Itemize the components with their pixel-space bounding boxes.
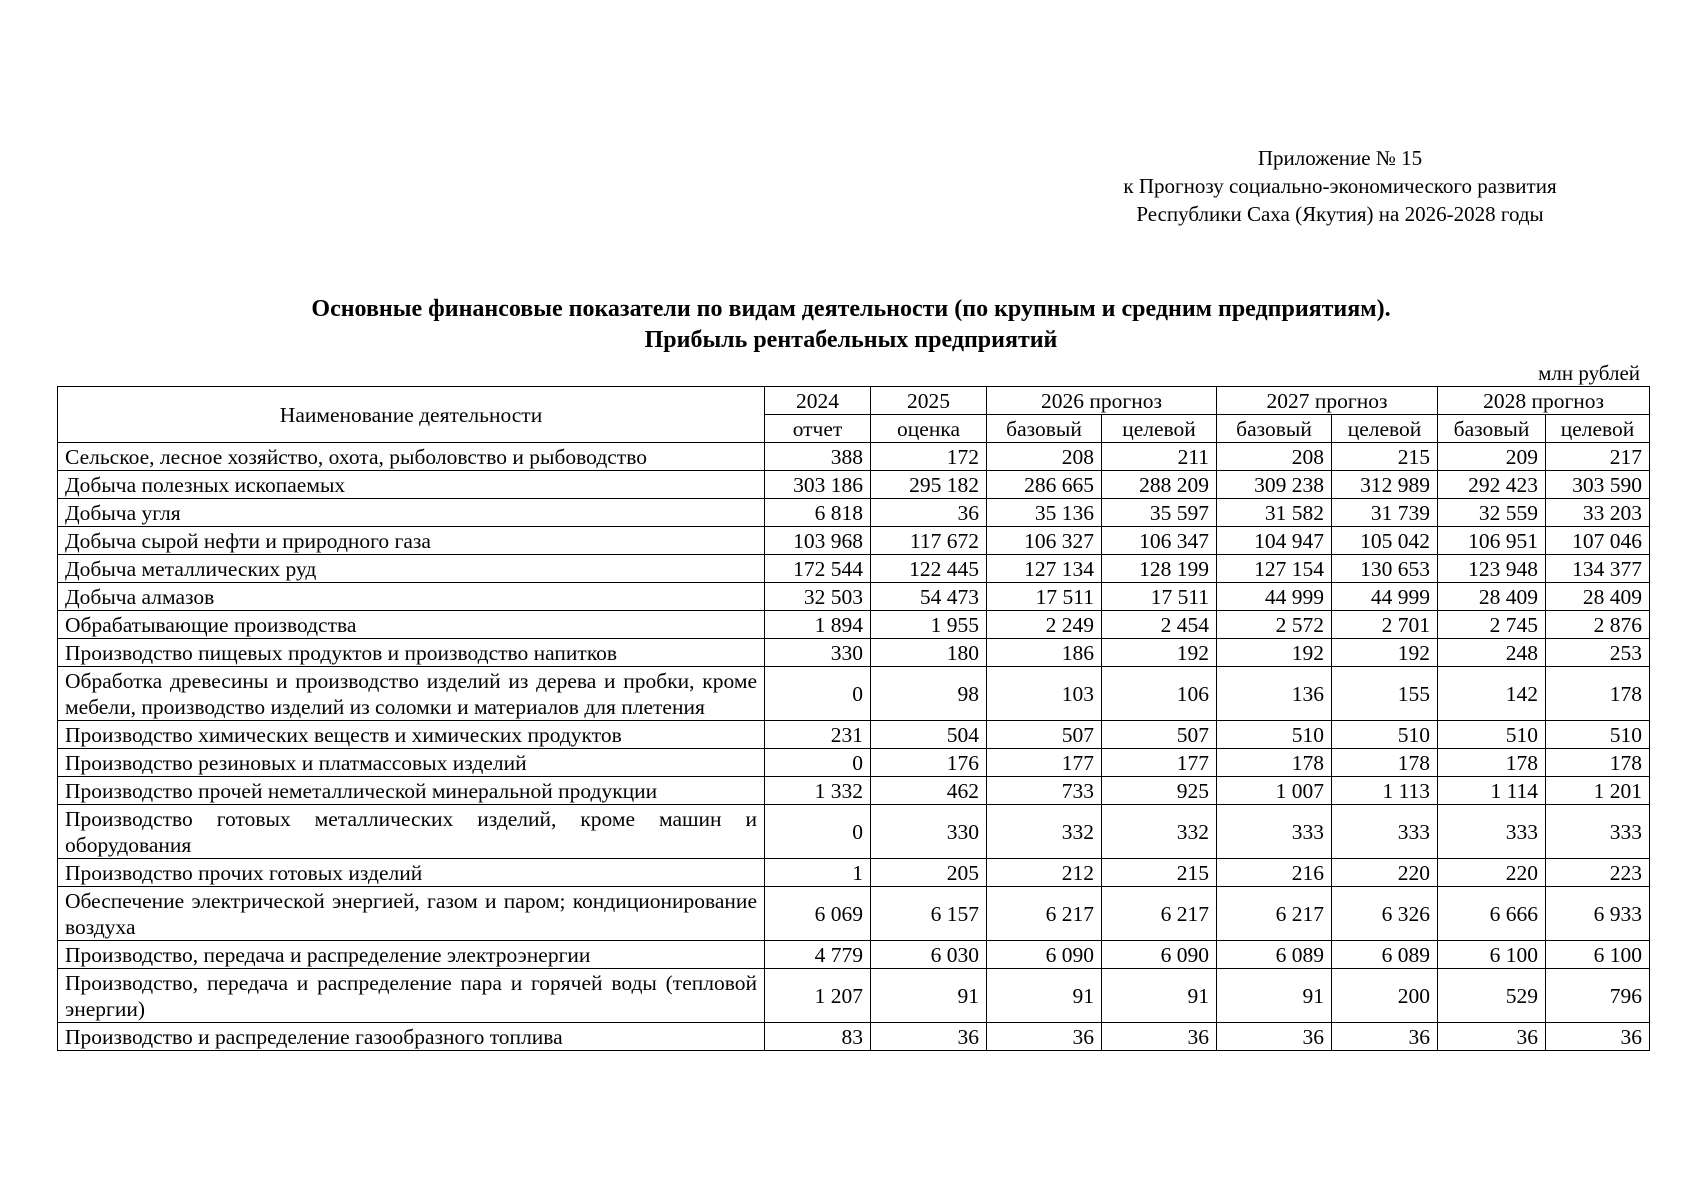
activity-name-cell: Производство, передача и распределение электроэнергии bbox=[58, 941, 765, 969]
value-cell-2027-target: 105 042 bbox=[1332, 527, 1438, 555]
value-cell-2024-report: 4 779 bbox=[765, 941, 871, 969]
value-cell-2026-base: 36 bbox=[987, 1023, 1102, 1051]
value-cell-2027-target: 155 bbox=[1332, 667, 1438, 721]
activity-name-cell: Производство, передача и распределение пара и горячей воды (тепловой энергии) bbox=[58, 969, 765, 1023]
value-cell-2026-target: 35 597 bbox=[1102, 499, 1217, 527]
document-title bbox=[57, 294, 1645, 356]
table-row bbox=[58, 611, 1650, 639]
appendix-number: Приложение № 15 bbox=[1257, 146, 1423, 170]
header-2026-base: базовый bbox=[987, 415, 1102, 443]
activity-name-cell: Производство химических веществ и химических продуктов bbox=[58, 721, 765, 749]
value-cell-2025-estimate: 6 030 bbox=[871, 941, 987, 969]
activity-name-cell: Добыча сырой нефти и природного газа bbox=[58, 527, 765, 555]
activity-name-cell: Сельское, лесное хозяйство, охота, рыболовство и рыбоводство bbox=[58, 443, 765, 471]
value-cell-2024-report: 1 207 bbox=[765, 969, 871, 1023]
value-cell-2024-report: 6 069 bbox=[765, 887, 871, 941]
value-cell-2027-base: 136 bbox=[1217, 667, 1332, 721]
value-cell-2026-base: 35 136 bbox=[987, 499, 1102, 527]
value-cell-2027-target: 6 326 bbox=[1332, 887, 1438, 941]
value-cell-2026-target: 106 347 bbox=[1102, 527, 1217, 555]
value-cell-2027-base: 208 bbox=[1217, 443, 1332, 471]
value-cell-2028-base: 248 bbox=[1438, 639, 1546, 667]
value-cell-2024-report: 6 818 bbox=[765, 499, 871, 527]
value-cell-2027-base: 178 bbox=[1217, 749, 1332, 777]
value-cell-2025-estimate: 295 182 bbox=[871, 471, 987, 499]
value-cell-2026-base: 212 bbox=[987, 859, 1102, 887]
header-2027-base: базовый bbox=[1217, 415, 1332, 443]
value-cell-2024-report: 0 bbox=[765, 667, 871, 721]
appendix-region: Республики Саха (Якутия) на 2026-2028 годы bbox=[1136, 202, 1544, 226]
financial-table bbox=[57, 386, 1650, 1051]
header-2025-estimate: оценка bbox=[871, 415, 987, 443]
activity-name-cell: Производство готовых металлических изделий, кроме машин и оборудования bbox=[58, 805, 765, 859]
value-cell-2026-target: 288 209 bbox=[1102, 471, 1217, 499]
value-cell-2026-target: 332 bbox=[1102, 805, 1217, 859]
value-cell-2028-base: 2 745 bbox=[1438, 611, 1546, 639]
table-row bbox=[58, 749, 1650, 777]
value-cell-2026-base: 177 bbox=[987, 749, 1102, 777]
value-cell-2028-target: 28 409 bbox=[1546, 583, 1650, 611]
value-cell-2026-target: 17 511 bbox=[1102, 583, 1217, 611]
value-cell-2028-target: 36 bbox=[1546, 1023, 1650, 1051]
value-cell-2025-estimate: 172 bbox=[871, 443, 987, 471]
value-cell-2026-base: 208 bbox=[987, 443, 1102, 471]
activity-name-cell: Производство пищевых продуктов и производство напитков bbox=[58, 639, 765, 667]
value-cell-2028-base: 142 bbox=[1438, 667, 1546, 721]
value-cell-2025-estimate: 36 bbox=[871, 1023, 987, 1051]
value-cell-2024-report: 1 894 bbox=[765, 611, 871, 639]
value-cell-2027-base: 2 572 bbox=[1217, 611, 1332, 639]
value-cell-2026-target: 215 bbox=[1102, 859, 1217, 887]
table-row bbox=[58, 777, 1650, 805]
table-row bbox=[58, 805, 1650, 859]
value-cell-2028-base: 178 bbox=[1438, 749, 1546, 777]
value-cell-2028-base: 6 666 bbox=[1438, 887, 1546, 941]
value-cell-2027-target: 215 bbox=[1332, 443, 1438, 471]
table-row bbox=[58, 471, 1650, 499]
header-2024-report: отчет bbox=[765, 415, 871, 443]
activity-name-cell: Обрабатывающие производства bbox=[58, 611, 765, 639]
activity-name-cell: Обработка древесины и производство изделий из дерева и пробки, кроме мебели, производство изделий из соломки и материалов для плетения bbox=[58, 667, 765, 721]
value-cell-2027-base: 192 bbox=[1217, 639, 1332, 667]
value-cell-2026-target: 91 bbox=[1102, 969, 1217, 1023]
value-cell-2027-target: 192 bbox=[1332, 639, 1438, 667]
value-cell-2027-base: 36 bbox=[1217, 1023, 1332, 1051]
value-cell-2024-report: 0 bbox=[765, 805, 871, 859]
value-cell-2028-base: 510 bbox=[1438, 721, 1546, 749]
value-cell-2024-report: 231 bbox=[765, 721, 871, 749]
value-cell-2026-base: 186 bbox=[987, 639, 1102, 667]
value-cell-2027-target: 333 bbox=[1332, 805, 1438, 859]
value-cell-2026-base: 332 bbox=[987, 805, 1102, 859]
value-cell-2025-estimate: 54 473 bbox=[871, 583, 987, 611]
value-cell-2027-target: 36 bbox=[1332, 1023, 1438, 1051]
table-row bbox=[58, 969, 1650, 1023]
value-cell-2026-base: 6 090 bbox=[987, 941, 1102, 969]
value-cell-2024-report: 1 332 bbox=[765, 777, 871, 805]
value-cell-2025-estimate: 330 bbox=[871, 805, 987, 859]
value-cell-2027-base: 127 154 bbox=[1217, 555, 1332, 583]
value-cell-2028-base: 1 114 bbox=[1438, 777, 1546, 805]
value-cell-2027-target: 220 bbox=[1332, 859, 1438, 887]
header-activity-name: Наименование деятельности bbox=[58, 387, 765, 443]
title-line-1: Основные финансовые показатели по видам деятельности (по крупным и средним предприятиям). bbox=[311, 296, 1391, 322]
value-cell-2028-target: 6 100 bbox=[1546, 941, 1650, 969]
value-cell-2024-report: 83 bbox=[765, 1023, 871, 1051]
header-2027-target: целевой bbox=[1332, 415, 1438, 443]
table-row bbox=[58, 721, 1650, 749]
value-cell-2026-base: 2 249 bbox=[987, 611, 1102, 639]
table-row bbox=[58, 499, 1650, 527]
value-cell-2028-target: 303 590 bbox=[1546, 471, 1650, 499]
value-cell-2026-target: 925 bbox=[1102, 777, 1217, 805]
value-cell-2028-base: 333 bbox=[1438, 805, 1546, 859]
value-cell-2027-base: 1 007 bbox=[1217, 777, 1332, 805]
activity-name-cell: Добыча металлических руд bbox=[58, 555, 765, 583]
value-cell-2026-target: 177 bbox=[1102, 749, 1217, 777]
value-cell-2026-base: 127 134 bbox=[987, 555, 1102, 583]
value-cell-2026-base: 17 511 bbox=[987, 583, 1102, 611]
value-cell-2026-target: 192 bbox=[1102, 639, 1217, 667]
value-cell-2027-target: 178 bbox=[1332, 749, 1438, 777]
value-cell-2026-target: 6 090 bbox=[1102, 941, 1217, 969]
table-row bbox=[58, 443, 1650, 471]
value-cell-2025-estimate: 205 bbox=[871, 859, 987, 887]
value-cell-2028-base: 106 951 bbox=[1438, 527, 1546, 555]
value-cell-2025-estimate: 122 445 bbox=[871, 555, 987, 583]
header-2025: 2025 bbox=[871, 387, 987, 415]
header-2027: 2027 прогноз bbox=[1217, 387, 1438, 415]
value-cell-2028-target: 178 bbox=[1546, 667, 1650, 721]
value-cell-2026-target: 211 bbox=[1102, 443, 1217, 471]
value-cell-2024-report: 388 bbox=[765, 443, 871, 471]
value-cell-2027-target: 44 999 bbox=[1332, 583, 1438, 611]
value-cell-2027-base: 91 bbox=[1217, 969, 1332, 1023]
header-2026-target: целевой bbox=[1102, 415, 1217, 443]
title-line-2: Прибыль рентабельных предприятий bbox=[644, 327, 1058, 353]
table-row bbox=[58, 1023, 1650, 1051]
value-cell-2028-base: 123 948 bbox=[1438, 555, 1546, 583]
value-cell-2025-estimate: 36 bbox=[871, 499, 987, 527]
value-cell-2026-base: 507 bbox=[987, 721, 1102, 749]
value-cell-2027-base: 216 bbox=[1217, 859, 1332, 887]
value-cell-2027-base: 104 947 bbox=[1217, 527, 1332, 555]
header-2028-base: базовый bbox=[1438, 415, 1546, 443]
value-cell-2025-estimate: 1 955 bbox=[871, 611, 987, 639]
value-cell-2028-target: 217 bbox=[1546, 443, 1650, 471]
appendix-reference: к Прогнозу социально-экономического развития bbox=[1123, 174, 1557, 198]
value-cell-2027-target: 1 113 bbox=[1332, 777, 1438, 805]
value-cell-2025-estimate: 117 672 bbox=[871, 527, 987, 555]
value-cell-2026-target: 128 199 bbox=[1102, 555, 1217, 583]
activity-name-cell: Добыча угля bbox=[58, 499, 765, 527]
value-cell-2024-report: 32 503 bbox=[765, 583, 871, 611]
value-cell-2026-target: 507 bbox=[1102, 721, 1217, 749]
value-cell-2027-base: 510 bbox=[1217, 721, 1332, 749]
value-cell-2024-report: 172 544 bbox=[765, 555, 871, 583]
header-2026: 2026 прогноз bbox=[987, 387, 1217, 415]
value-cell-2027-target: 200 bbox=[1332, 969, 1438, 1023]
value-cell-2026-base: 733 bbox=[987, 777, 1102, 805]
value-cell-2027-target: 130 653 bbox=[1332, 555, 1438, 583]
value-cell-2026-base: 6 217 bbox=[987, 887, 1102, 941]
table-body bbox=[58, 443, 1650, 1051]
table-row bbox=[58, 859, 1650, 887]
value-cell-2024-report: 0 bbox=[765, 749, 871, 777]
appendix-header bbox=[1040, 144, 1640, 228]
value-cell-2025-estimate: 462 bbox=[871, 777, 987, 805]
value-cell-2028-base: 220 bbox=[1438, 859, 1546, 887]
value-cell-2028-target: 107 046 bbox=[1546, 527, 1650, 555]
value-cell-2028-base: 292 423 bbox=[1438, 471, 1546, 499]
value-cell-2026-base: 106 327 bbox=[987, 527, 1102, 555]
value-cell-2025-estimate: 6 157 bbox=[871, 887, 987, 941]
value-cell-2026-target: 2 454 bbox=[1102, 611, 1217, 639]
value-cell-2028-target: 510 bbox=[1546, 721, 1650, 749]
value-cell-2025-estimate: 504 bbox=[871, 721, 987, 749]
activity-name-cell: Производство прочих готовых изделий bbox=[58, 859, 765, 887]
value-cell-2024-report: 1 bbox=[765, 859, 871, 887]
value-cell-2025-estimate: 91 bbox=[871, 969, 987, 1023]
header-2028-target: целевой bbox=[1546, 415, 1650, 443]
value-cell-2027-base: 333 bbox=[1217, 805, 1332, 859]
value-cell-2028-target: 253 bbox=[1546, 639, 1650, 667]
table-row bbox=[58, 941, 1650, 969]
value-cell-2027-base: 6 089 bbox=[1217, 941, 1332, 969]
value-cell-2028-base: 209 bbox=[1438, 443, 1546, 471]
units-label: млн рублей bbox=[1538, 361, 1640, 385]
value-cell-2027-base: 309 238 bbox=[1217, 471, 1332, 499]
value-cell-2026-base: 103 bbox=[987, 667, 1102, 721]
table-row bbox=[58, 583, 1650, 611]
value-cell-2025-estimate: 98 bbox=[871, 667, 987, 721]
value-cell-2028-base: 6 100 bbox=[1438, 941, 1546, 969]
value-cell-2028-target: 1 201 bbox=[1546, 777, 1650, 805]
value-cell-2028-target: 134 377 bbox=[1546, 555, 1650, 583]
table-row bbox=[58, 667, 1650, 721]
table-row bbox=[58, 887, 1650, 941]
value-cell-2025-estimate: 176 bbox=[871, 749, 987, 777]
value-cell-2027-target: 6 089 bbox=[1332, 941, 1438, 969]
value-cell-2027-target: 312 989 bbox=[1332, 471, 1438, 499]
value-cell-2028-target: 33 203 bbox=[1546, 499, 1650, 527]
value-cell-2028-target: 2 876 bbox=[1546, 611, 1650, 639]
value-cell-2028-target: 333 bbox=[1546, 805, 1650, 859]
value-cell-2027-target: 2 701 bbox=[1332, 611, 1438, 639]
value-cell-2026-target: 106 bbox=[1102, 667, 1217, 721]
activity-name-cell: Добыча полезных ископаемых bbox=[58, 471, 765, 499]
value-cell-2028-target: 6 933 bbox=[1546, 887, 1650, 941]
value-cell-2024-report: 303 186 bbox=[765, 471, 871, 499]
table-row bbox=[58, 639, 1650, 667]
value-cell-2024-report: 103 968 bbox=[765, 527, 871, 555]
value-cell-2028-target: 223 bbox=[1546, 859, 1650, 887]
value-cell-2026-target: 6 217 bbox=[1102, 887, 1217, 941]
value-cell-2026-base: 91 bbox=[987, 969, 1102, 1023]
activity-name-cell: Производство и распределение газообразного топлива bbox=[58, 1023, 765, 1051]
activity-name-cell: Производство прочей неметаллической минеральной продукции bbox=[58, 777, 765, 805]
value-cell-2028-target: 796 bbox=[1546, 969, 1650, 1023]
value-cell-2028-base: 28 409 bbox=[1438, 583, 1546, 611]
value-cell-2027-base: 31 582 bbox=[1217, 499, 1332, 527]
table-row bbox=[58, 555, 1650, 583]
value-cell-2027-base: 44 999 bbox=[1217, 583, 1332, 611]
table-row bbox=[58, 527, 1650, 555]
value-cell-2027-target: 31 739 bbox=[1332, 499, 1438, 527]
value-cell-2027-target: 510 bbox=[1332, 721, 1438, 749]
activity-name-cell: Добыча алмазов bbox=[58, 583, 765, 611]
value-cell-2025-estimate: 180 bbox=[871, 639, 987, 667]
value-cell-2028-target: 178 bbox=[1546, 749, 1650, 777]
value-cell-2028-base: 32 559 bbox=[1438, 499, 1546, 527]
value-cell-2026-target: 36 bbox=[1102, 1023, 1217, 1051]
value-cell-2024-report: 330 bbox=[765, 639, 871, 667]
value-cell-2028-base: 529 bbox=[1438, 969, 1546, 1023]
value-cell-2028-base: 36 bbox=[1438, 1023, 1546, 1051]
header-2024: 2024 bbox=[765, 387, 871, 415]
activity-name-cell: Производство резиновых и платмассовых изделий bbox=[58, 749, 765, 777]
value-cell-2027-base: 6 217 bbox=[1217, 887, 1332, 941]
header-2028: 2028 прогноз bbox=[1438, 387, 1650, 415]
activity-name-cell: Обеспечение электрической энергией, газом и паром; кондиционирование воздуха bbox=[58, 887, 765, 941]
value-cell-2026-base: 286 665 bbox=[987, 471, 1102, 499]
